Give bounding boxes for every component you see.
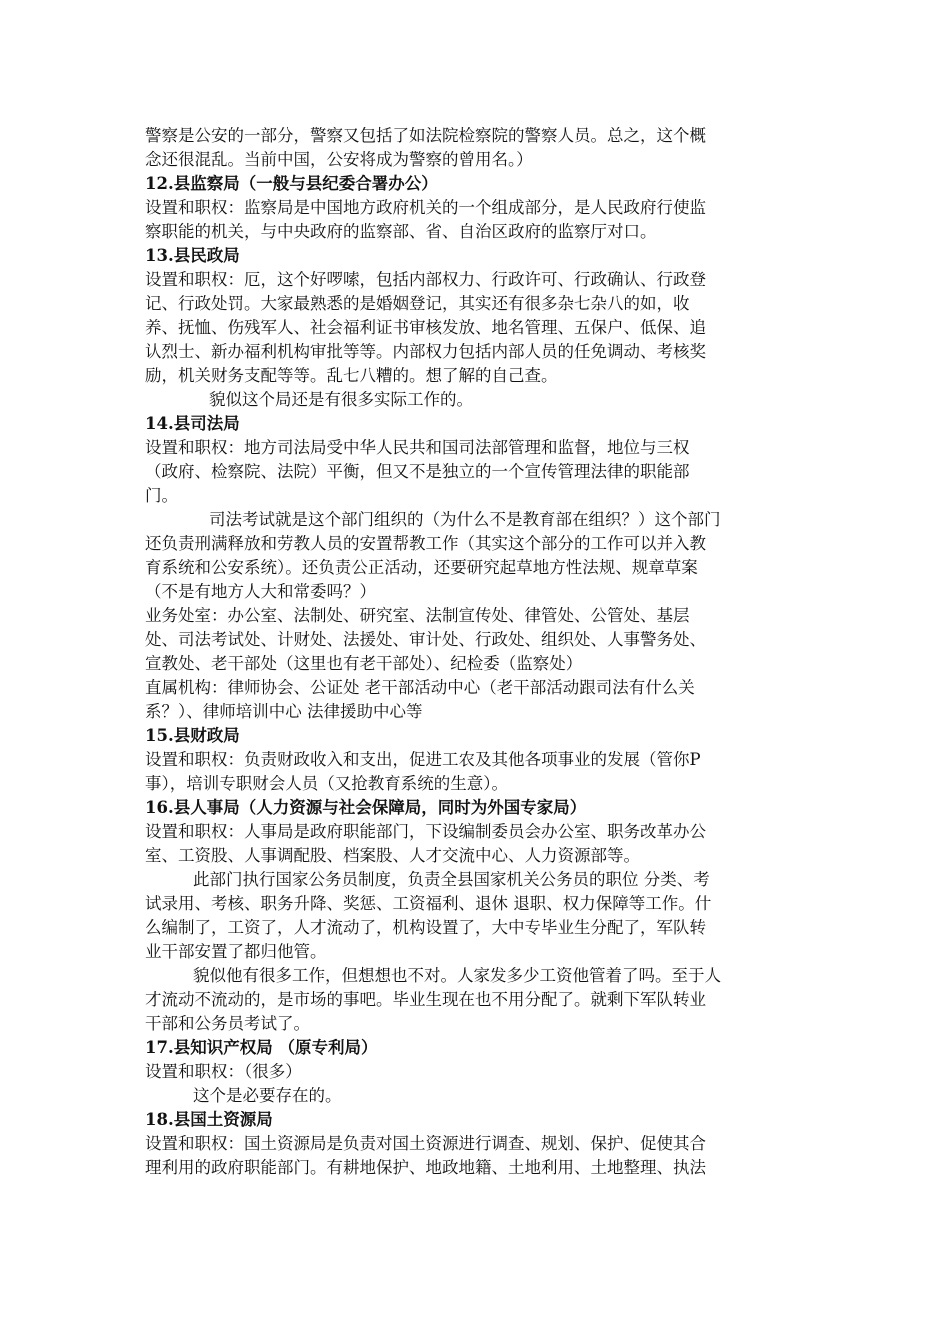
text-line: 才流动不流动的，是市场的事吧。毕业生现在也不用分配了。就剩下军队转业 [145, 990, 706, 1009]
section-heading: 12.县监察局（一般与县纪委合署办公） [145, 174, 438, 193]
text-line: 事），培训专职财会人员（又抢教育系统的生意）。 [145, 774, 508, 793]
text-line: 设置和职权：国土资源局是负责对国土资源进行调查、规划、保护、促使其合 [145, 1134, 706, 1153]
text-line: 司法考试就是这个部门组织的（为什么不是教育部在组织？）这个部门 [209, 510, 721, 529]
text-line: 宣教处、老干部处（这里也有老干部处）、纪检委（监察处） [145, 654, 583, 673]
text-line: 系？）、律师培训中心 法律援助中心等 [145, 702, 423, 721]
text-line: 么编制了，工资了，人才流动了，机构设置了，大中专毕业生分配了，军队转 [145, 918, 706, 937]
text-line: 念还很混乱。当前中国，公安将成为警察的曾用名。） [145, 150, 533, 169]
text-line: 干部和公务员考试了。 [145, 1014, 310, 1033]
text-line: 设置和职权：地方司法局受中华人民共和国司法部管理和监督，地位与三权 [145, 438, 690, 457]
text-line: 设置和职权：（很多） [145, 1062, 302, 1081]
text-line: 警察是公安的一部分，警察又包括了如法院检察院的警察人员。总之，这个概 [145, 126, 706, 145]
text-line: 设置和职权：厄，这个好啰嗦，包括内部权力、行政许可、行政确认、行政登 [145, 270, 706, 289]
text-line: 设置和职权：监察局是中国地方政府机关的一个组成部分，是人民政府行使监 [145, 198, 706, 217]
text-line: 理利用的政府职能部门。有耕地保护、地政地籍、土地利用、土地整理、执法 [145, 1158, 706, 1177]
text-line: 此部门执行国家公务员制度，负责全县国家机关公务员的职位 分类、考 [193, 870, 710, 889]
text-line: 门。 [145, 486, 178, 505]
text-line: 貌似这个局还是有很多实际工作的。 [209, 390, 473, 409]
text-line: 试录用、考核、职务升降、奖惩、工资福利、退休 退职、权力保障等工作。什 [145, 894, 712, 913]
text-line: 育系统和公安系统）。还负责公正活动，还要研究起草地方性法规、规章草案 [145, 558, 698, 577]
text-line: 察职能的机关，与中央政府的监察部、省、自治区政府的监察厅对口。 [145, 222, 657, 241]
text-line: 记、行政处罚。大家最熟悉的是婚姻登记，其实还有很多杂七杂八的如，收 [145, 294, 690, 313]
section-heading: 13.县民政局 [145, 246, 240, 265]
text-line: 处、司法考试处、计财处、法援处、审计处、行政处、组织处、人事警务处、 [145, 630, 706, 649]
text-line: 养、抚恤、伤残军人、社会福利证书审核发放、地名管理、五保户、低保、追 [145, 318, 706, 337]
text-line: 设置和职权：人事局是政府职能部门，下设编制委员会办公室、职务改革办公 [145, 822, 706, 841]
text-line: 设置和职权：负责财政收入和支出，促进工农及其他各项事业的发展（管你P [145, 750, 701, 769]
section-heading: 16.县人事局（人力资源与社会保障局，同时为外国专家局） [145, 798, 587, 817]
document-body [145, 124, 810, 1180]
text-line: 室、工资股、人事调配股、档案股、人才交流中心、人力资源部等。 [145, 846, 640, 865]
section-heading: 15.县财政局 [145, 726, 240, 745]
section-heading: 14.县司法局 [145, 414, 240, 433]
section-heading: 17.县知识产权局 （原专利局） [145, 1038, 378, 1057]
text-line: 业务处室：办公室、法制处、研究室、法制宣传处、律管处、公管处、基层 [145, 606, 690, 625]
text-line: （政府、检察院、法院）平衡，但又不是独立的一个宣传管理法律的职能部 [145, 462, 690, 481]
text-line: 励，机关财务支配等等。乱七八糟的。想了解的自己查。 [145, 366, 558, 385]
text-line: 还负责刑满释放和劳教人员的安置帮教工作（其实这个部分的工作可以并入教 [145, 534, 706, 553]
text-line: 认烈士、新办福利机构审批等等。内部权力包括内部人员的任免调动、考核奖 [145, 342, 706, 361]
text-line: （不是有地方人大和常委吗？） [145, 582, 376, 601]
text-line: 业干部安置了都归他管。 [145, 942, 327, 961]
text-line: 直属机构：律师协会、公证处 老干部活动中心（老干部活动跟司法有什么关 [145, 678, 695, 697]
text-line: 这个是必要存在的。 [193, 1086, 342, 1105]
text-line: 貌似他有很多工作，但想想也不对。人家发多少工资他管着了吗。至于人 [193, 966, 721, 985]
section-heading: 18.县国土资源局 [145, 1110, 273, 1129]
